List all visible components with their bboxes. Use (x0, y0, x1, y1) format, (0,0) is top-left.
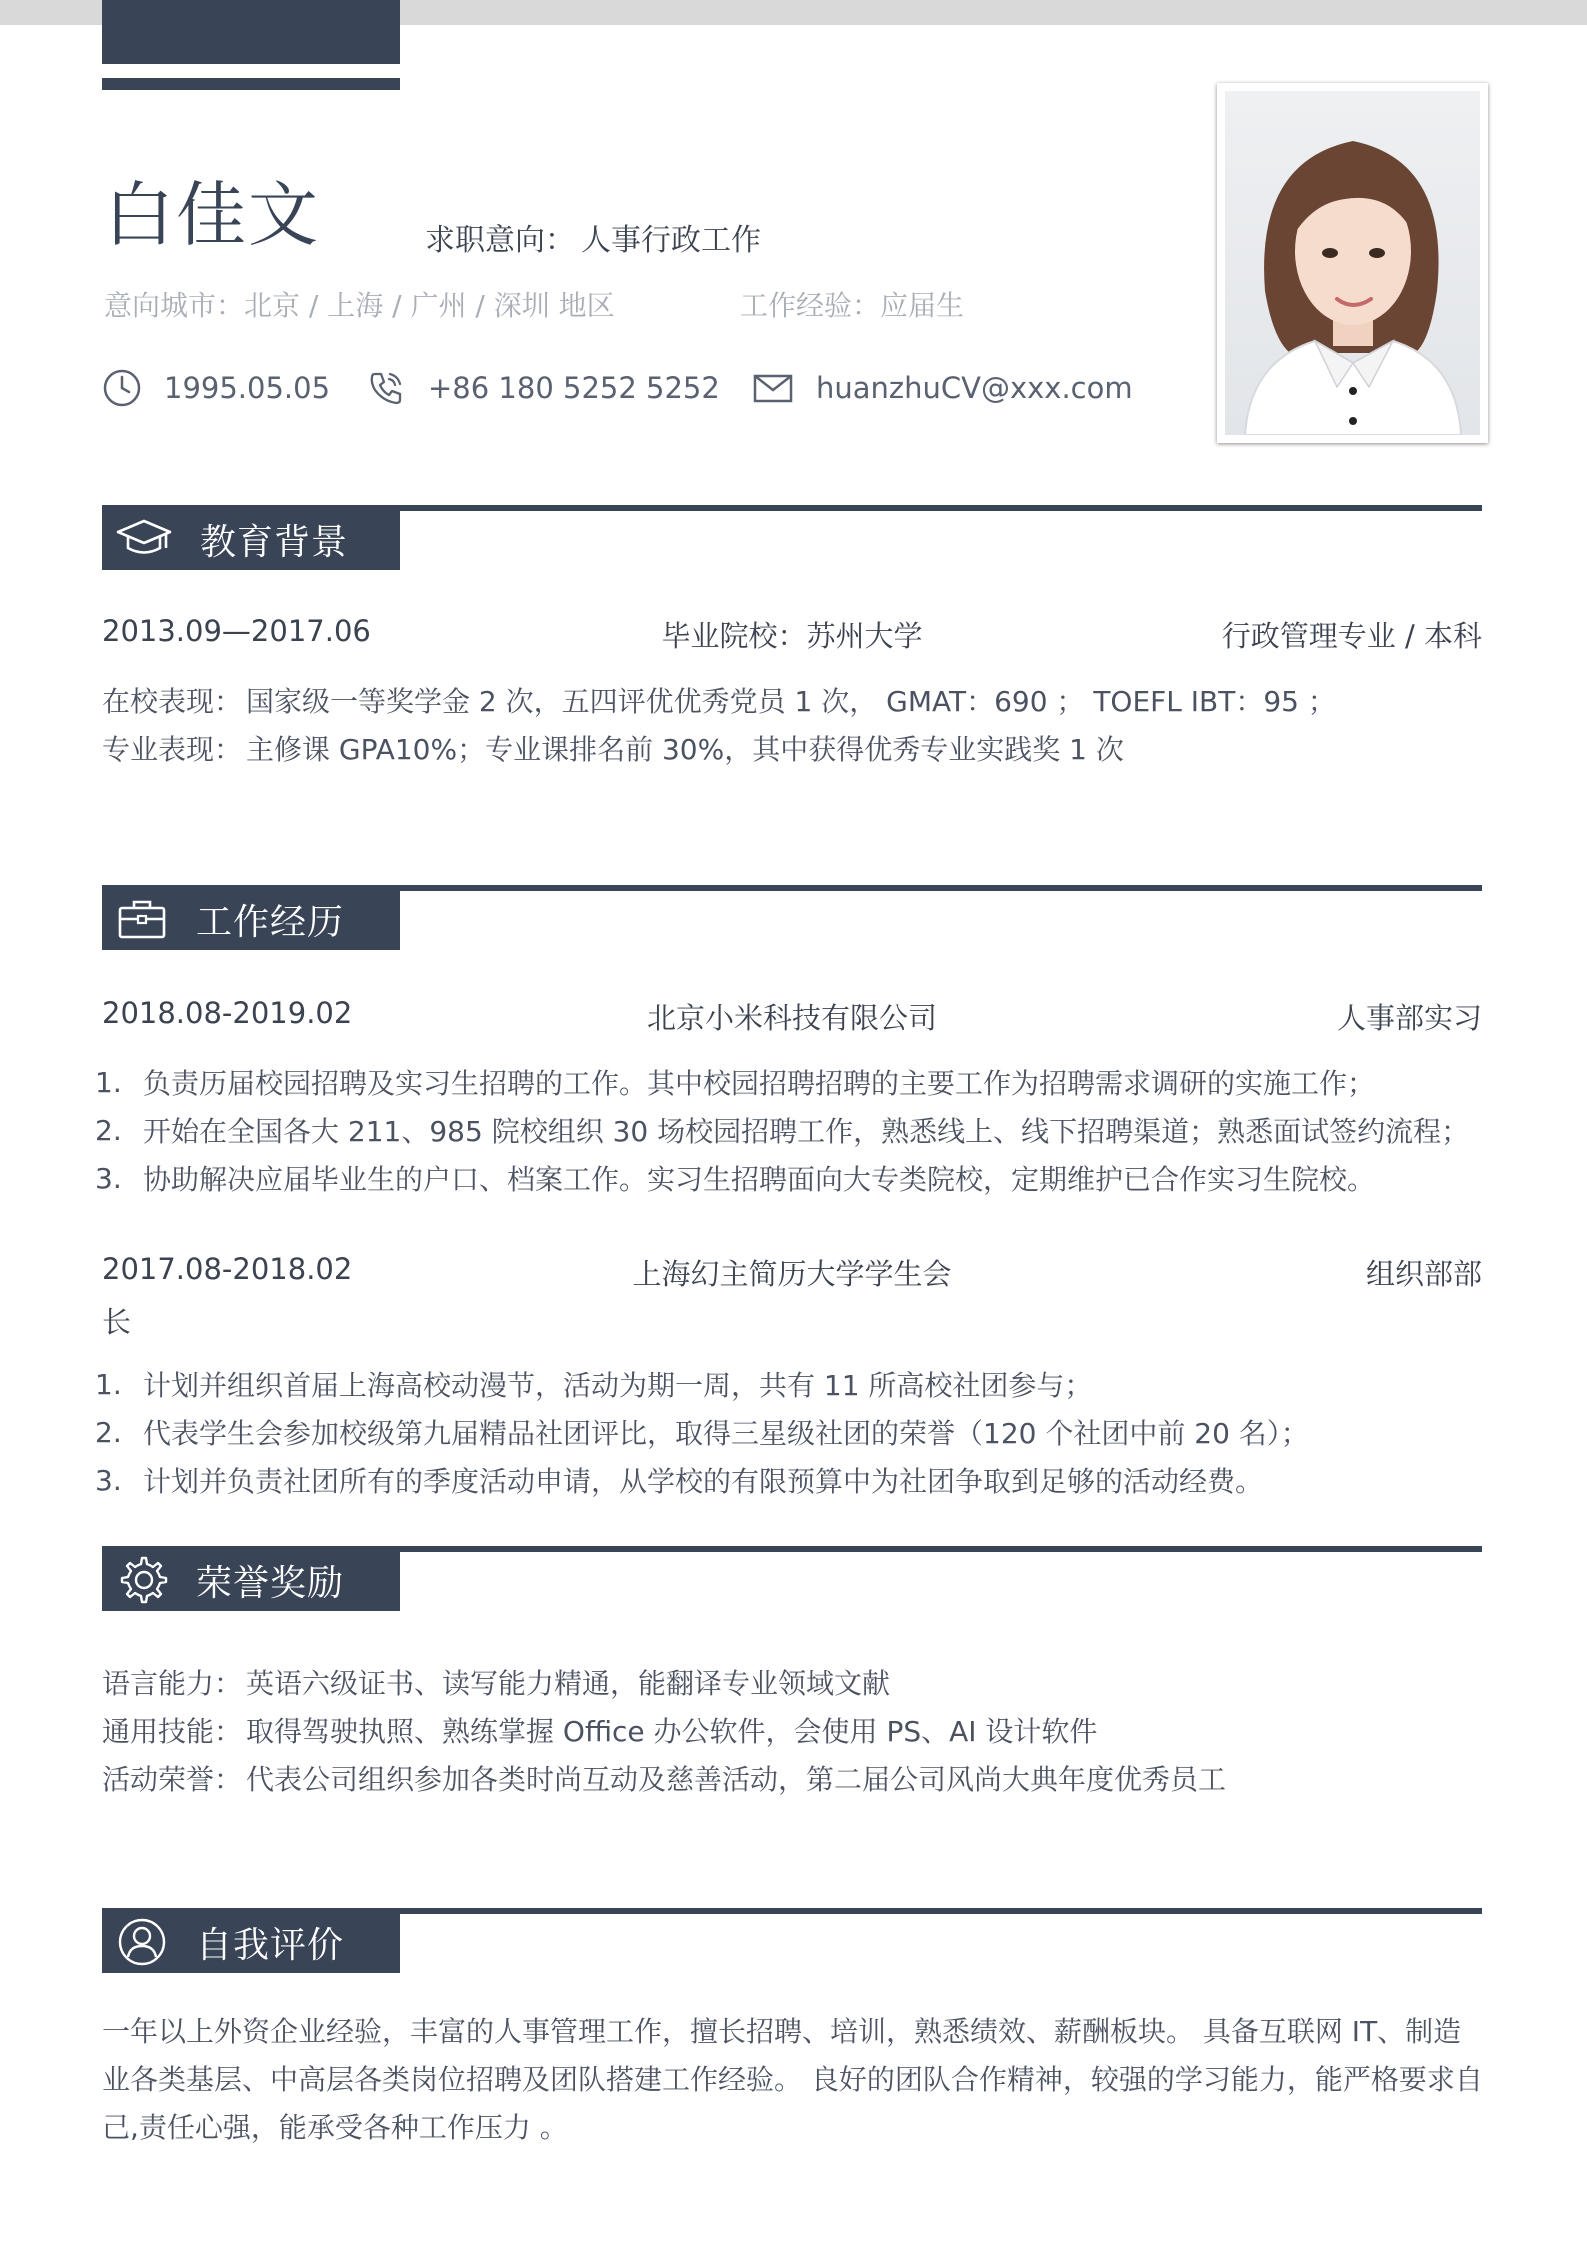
honors-line-3 (102, 1758, 1226, 1798)
duty-text: 计划并负责社团所有的季度活动申请，从学校的有限预算中为社团争取到足够的活动经费。 (143, 1465, 1264, 1498)
job-role: 人事部实习 (1336, 1001, 1482, 1035)
briefcase-icon (116, 897, 168, 941)
honors-line-2 (102, 1710, 1097, 1750)
honors-line-text: 取得驾驶执照、熟练掌握 Office 办公软件，会使用 PS、AI 设计软件 (246, 1715, 1098, 1748)
target-city (104, 284, 615, 324)
birthday-text: 1995.05.05 (164, 371, 331, 405)
work-experience-label: 工作经验： (740, 289, 881, 322)
self-section-tab (102, 1911, 400, 1973)
work-title: 工作经历 (196, 901, 345, 943)
phone-text: +86 180 5252 5252 (428, 371, 720, 405)
honors-line-1 (102, 1662, 890, 1702)
education-period: 2013.09—2017.06 (102, 614, 371, 648)
candidate-name: 白佳文 (104, 174, 320, 256)
profile-photo-image (1225, 91, 1480, 435)
work-section-tab (102, 888, 400, 950)
education-line-text: 主修课 GPA10%；专业课排名前 30%，其中获得优秀专业实践奖 1 次 (246, 733, 1124, 766)
job-company: 上海幻主简历大学学生会 (632, 1257, 952, 1291)
honors-line-text: 英语六级证书、读写能力精通，能翻译专业领域文献 (246, 1667, 891, 1700)
honors-title: 荣誉奖励 (196, 1562, 345, 1604)
phone-icon (366, 368, 406, 408)
education-major: 行政管理专业 / 本科 (1221, 619, 1482, 653)
birthday-contact (102, 368, 330, 408)
education-section-tab (102, 508, 400, 570)
education-line-1 (102, 680, 1336, 720)
duty-text: 开始在全国各大 211、985 院校组织 30 场校园招聘工作，熟悉线上、线下招聘渠道；熟悉面试签约流程； (143, 1115, 1470, 1148)
graduation-cap-icon (116, 517, 172, 561)
honors-line-label: 通用技能： (102, 1715, 243, 1748)
portrait-illustration (1225, 91, 1480, 435)
email-text[interactable]: huanzhuCV@xxx.com (816, 371, 1133, 405)
duty-text: 计划并组织首届上海高校动漫节，活动为期一周，共有 11 所高校社团参与； (143, 1369, 1093, 1402)
mail-icon (752, 368, 794, 408)
top-accent-bar (102, 78, 400, 90)
duty-text: 负责历届校园招聘及实习生招聘的工作。其中校园招聘招聘的主要工作为招聘需求调研的实施工作； (143, 1067, 1376, 1100)
education-school: 毕业院校：苏州大学 (661, 619, 923, 653)
job-2-duties (95, 1360, 1309, 1504)
education-title: 教育背景 (200, 521, 349, 563)
list-item: 2. 开始在全国各大 211、985 院校组织 30 场校园招聘工作，熟悉线上、线下招聘渠道；熟悉面试签约流程； (95, 1106, 1469, 1154)
job-role: 组织部部 (1365, 1257, 1482, 1291)
education-line-text: 国家级一等奖学金 2 次，五四评优优秀党员 1 次， GMAT：690 ； TOEFL IBT：95 ； (246, 685, 1336, 718)
job-period: 2018.08-2019.02 (102, 996, 353, 1030)
work-experience (740, 284, 964, 324)
phone-contact (366, 368, 720, 408)
honors-line-label: 活动荣誉： (102, 1763, 243, 1796)
honors-line-text: 代表公司组织参加各类时尚互动及慈善活动，第二届公司风尚大典年度优秀员工 (246, 1763, 1227, 1796)
job-role-wrap: 长 (102, 1305, 132, 1339)
self-evaluation-text: 一年以上外资企业经验，丰富的人事管理工作，擅长招聘、培训，熟悉绩效、薪酬板块。 具备互联网 IT、制造业各类基层、中高层各类岗位招聘及团队搭建工作经验。 良好的团队合作精神，较强的学习能力，能严格要求自己,责任心强，能承受各种工作压力 。 (102, 2015, 1483, 2144)
email-contact[interactable] (752, 368, 1133, 408)
top-accent-block (102, 0, 400, 64)
job-company: 北京小米科技有限公司 (646, 1001, 937, 1035)
job-intent-label: 求职意向： (425, 223, 575, 258)
honors-line-label: 语言能力： (102, 1667, 243, 1700)
job-period: 2017.08-2018.02 (102, 1252, 353, 1286)
job-intent-value: 人事行政工作 (581, 223, 761, 258)
target-city-label: 意向城市： (104, 289, 245, 322)
list-item: 1. 负责历届校园招聘及实习生招聘的工作。其中校园招聘招聘的主要工作为招聘需求调研的实施工作； (95, 1058, 1469, 1106)
list-item: 3. 计划并负责社团所有的季度活动申请，从学校的有限预算中为社团争取到足够的活动经费。 (95, 1456, 1309, 1504)
education-line-2 (102, 728, 1124, 768)
list-item: 1. 计划并组织首届上海高校动漫节，活动为期一周，共有 11 所高校社团参与； (95, 1360, 1309, 1408)
work-experience-value: 应届生 (880, 289, 965, 322)
self-title: 自我评价 (196, 1924, 345, 1966)
job-intent (425, 215, 761, 259)
education-line-label: 在校表现： (102, 685, 243, 718)
honors-section-tab (102, 1549, 400, 1611)
duty-text: 协助解决应届毕业生的户口、档案工作。实习生招聘面向大专类院校，定期维护已合作实习生院校。 (143, 1163, 1376, 1196)
profile-photo (1217, 83, 1488, 443)
duty-text: 代表学生会参加校级第九届精品社团评比，取得三星级社团的荣誉（120 个社团中前 20 名）； (143, 1417, 1309, 1450)
list-item: 3. 协助解决应届毕业生的户口、档案工作。实习生招聘面向大专类院校，定期维护已合作实习生院校。 (95, 1154, 1469, 1202)
user-icon (116, 1916, 168, 1968)
job-1-duties (95, 1058, 1469, 1202)
target-city-value: 北京 / 上海 / 广州 / 深圳 地区 (244, 289, 615, 322)
list-item: 2. 代表学生会参加校级第九届精品社团评比，取得三星级社团的荣誉（120 个社团中前 20 名）； (95, 1408, 1309, 1456)
education-line-label: 专业表现： (102, 733, 243, 766)
gear-icon (116, 1554, 168, 1606)
clock-icon (102, 368, 142, 408)
